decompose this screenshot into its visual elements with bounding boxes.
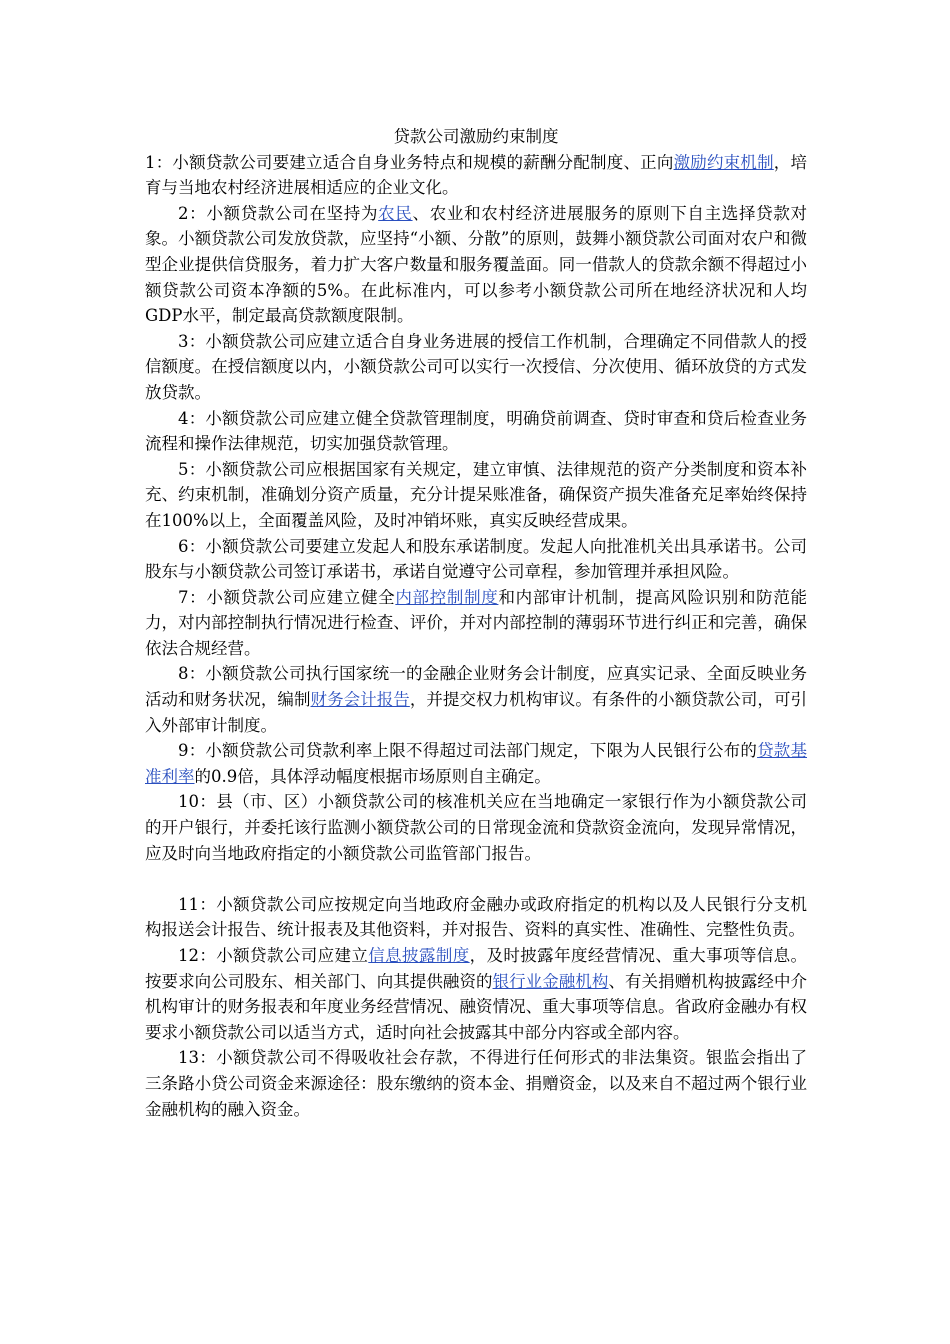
paragraph-8 (145, 661, 807, 738)
paragraph-6: 6：小额贷款公司要建立发起人和股东承诺制度。发起人向批准机关出具承诺书。公司股东与小额贷款公司签订承诺书，承诺自觉遵守公司章程，参加管理并承担风险。 (145, 536, 807, 582)
link-banking-institutions[interactable]: 银行业金融机构 (492, 971, 609, 991)
link-info-disclosure[interactable]: 信息披露制度 (368, 946, 470, 965)
paragraph-9-text-b: 的0.9倍，具体浮动幅度根据市场原则自主确定。 (194, 766, 551, 786)
paragraph-10: 10：县（市、区）小额贷款公司的核准机关应在当地确定一家银行作为小额贷款公司的开户银行，并委托该行监测小额贷款公司的日常现金流和贷款资金流向，发现异常情况，应及时向当地政府指定的小额贷款公司监管部门报告。 (145, 792, 807, 863)
paragraph-12-text-c: 、有关捐赠机构披露经中介机构审计的财务报表和年度业务经营情况、融资情况、重大事项等信息。省政府金融办有权要求小额贷款公司以适当方式，适时向社会披露其中部分内容或全部内容。 (145, 971, 808, 1042)
link-financial-report[interactable]: 财务会计报告 (310, 690, 410, 710)
paragraph-3: 3：小额贷款公司应建立适合自身业务进展的授信工作机制，合理确定不同借款人的授信额度。在授信额度以内，小额贷款公司可以实行一次授信、分次使用、循环放贷的方式发放贷款。 (145, 331, 807, 402)
paragraph-2-text-b: 、农业和农村经济进展服务的原则下自主选择贷款对象。小额贷款公司发放贷款，应坚持“小额、分散”的原则，鼓舞小额贷款公司面对农户和微型企业提供信贷服务，着力扩大客户数量和服务覆盖面。同一借款人的贷款余额不得超过小额贷款公司资本净额的5%。在此标准内，可以参考小额贷款公司所在地经济状况和人均GDP水平，制定最高贷款额度限制。 (145, 203, 808, 326)
paragraph-4: 4：小额贷款公司应建立健全贷款管理制度，明确贷前调查、贷时审查和贷后检查业务流程和操作法律规范，切实加强贷款管理。 (145, 408, 807, 454)
paragraph-13: 13：小额贷款公司不得吸收社会存款，不得进行任何形式的非法集资。银监会指出了三条路小贷公司资金来源途径：股东缴纳的资本金、捐赠资金，以及来自不超过两个银行业金融机构的融入资金。 (145, 1048, 807, 1119)
paragraph-7 (145, 585, 807, 662)
paragraph-12 (145, 943, 807, 1045)
paragraph-5: 5：小额贷款公司应根据国家有关规定，建立审慎、法律规范的资产分类制度和资本补充、约束机制，准确划分资产质量，充分计提呆账准备，确保资产损失准备充足率始终保持在100%以上，全面覆盖风险，及时冲销坏账，真实反映经营成果。 (145, 459, 807, 530)
document-title: 贷款公司激励约束制度 (393, 127, 559, 146)
paragraph-7-text-b: 和内部审计机制，提高风险识别和防范能力，对内部控制执行情况进行检查、评价，并对内部控制的薄弱环节进行纠正和完善，确保依法合规经营。 (145, 587, 808, 658)
paragraph-12-text-b: ，及时披露年度经营情况、重大事项等信息。按要求向公司股东、相关部门、向其提供融资的 (145, 946, 808, 991)
document-page (145, 124, 807, 1122)
paragraph-1 (145, 150, 807, 201)
paragraph-9 (145, 738, 807, 789)
link-incentive-mechanism[interactable]: 激励约束机制 (673, 152, 774, 172)
paragraph-11: 11：小额贷款公司应按规定向当地政府金融办或政府指定的机构以及人民银行分支机构报送会计报告、统计报表及其他资料，并对报告、资料的真实性、准确性、完整性负责。 (145, 894, 807, 940)
link-internal-control[interactable]: 内部控制制度 (395, 587, 499, 607)
link-benchmark-rate[interactable]: 贷款基准利率 (145, 741, 808, 786)
paragraph-2 (145, 201, 807, 329)
paragraph-1-text-a: 1：小额贷款公司要建立适合自身业务特点和规模的薪酬分配制度、正向 (145, 152, 674, 172)
paragraph-12-text-a: 12：小额贷款公司应建立 (178, 946, 369, 965)
paragraph-1-text-b: ，培育与当地农村经济进展相适应的企业文化。 (145, 152, 808, 198)
link-farmers[interactable]: 农民 (378, 203, 413, 223)
paragraph-8-text-a: 8：小额贷款公司执行国家统一的金融企业财务会计制度，应真实记录、全面反映业务活动和财务状况，编制 (145, 664, 807, 710)
paragraph-8-text-b: ，并提交权力机构审议。有条件的小额贷款公司，可引入外部审计制度。 (145, 690, 808, 735)
paragraph-7-text-a: 7：小额贷款公司应建立健全 (178, 587, 396, 607)
paragraph-9-text-a: 9：小额贷款公司贷款利率上限不得超过司法部门规定，下限为人民银行公布的 (178, 741, 758, 761)
paragraph-2-text-a: 2：小额贷款公司在坚持为 (178, 203, 379, 223)
